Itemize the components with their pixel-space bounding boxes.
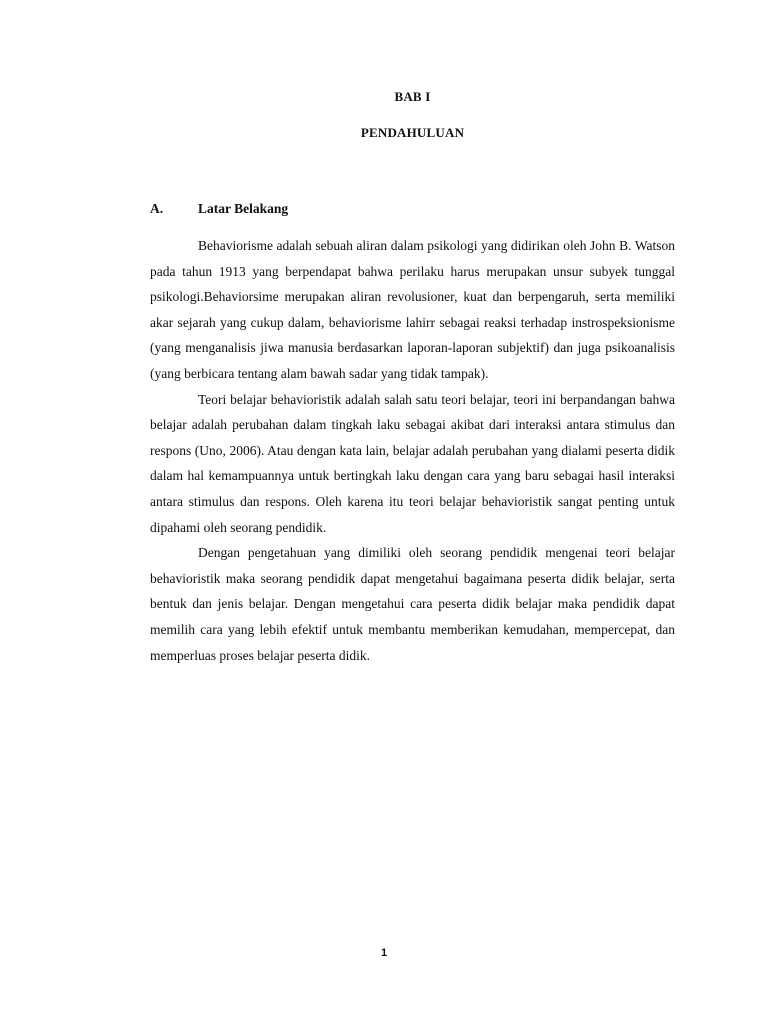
body-text: [150, 233, 675, 668]
page-number: 1: [380, 947, 388, 959]
section-title: Latar Belakang: [198, 201, 289, 216]
chapter-title: PENDAHULUAN: [360, 125, 465, 140]
chapter-number: BAB I: [394, 89, 431, 104]
paragraph-3: Dengan pengetahuan yang dimiliki oleh seorang pendidik mengenai teori belajar behavioristik maka seorang pendidik dapat mengetahui bagaimana peserta didik belajar, serta bentuk dan jenis belajar. Dengan mengetahui cara peserta didik belajar maka pendidik dapat memilih cara yang lebih efektif untuk membantu memberikan kemudahan, mempercepat, dan memperluas proses belajar peserta didik.: [150, 545, 675, 663]
paragraph-2: Teori belajar behavioristik adalah salah satu teori belajar, teori ini berpandangan bahwa belajar adalah perubahan dalam tingkah laku sebagai akibat dari interaksi antara stimulus dan respons (Uno, 2006). Atau dengan kata lain, belajar adalah perubahan yang dialami peserta didik dalam hal kemampuannya untuk bertingkah laku dengan cara yang baru sebagai hasil interaksi antara stimulus dan respons. Oleh karena itu teori belajar behavioristik sangat penting untuk dipahami oleh seorang pendidik.: [150, 391, 675, 535]
paragraph-1: Behaviorisme adalah sebuah aliran dalam psikologi yang didirikan oleh John B. Watson pada tahun 1913 yang berpendapat bahwa perilaku harus merupakan unsur subyek tunggal psikologi.Behaviorsime merupakan aliran revolusioner, kuat dan berpengaruh, serta memiliki akar sejarah yang cukup dalam, behaviorisme lahirr sebagai reaksi terhadap instrospeksionisme (yang menganalisis jiwa manusia berdasarkan laporan-laporan subjektif) dan juga psikoanalisis (yang berbicara tentang alam bawah sadar yang tidak tampak).: [150, 238, 675, 381]
section-letter: A.: [150, 201, 164, 216]
section-heading: [150, 201, 288, 217]
